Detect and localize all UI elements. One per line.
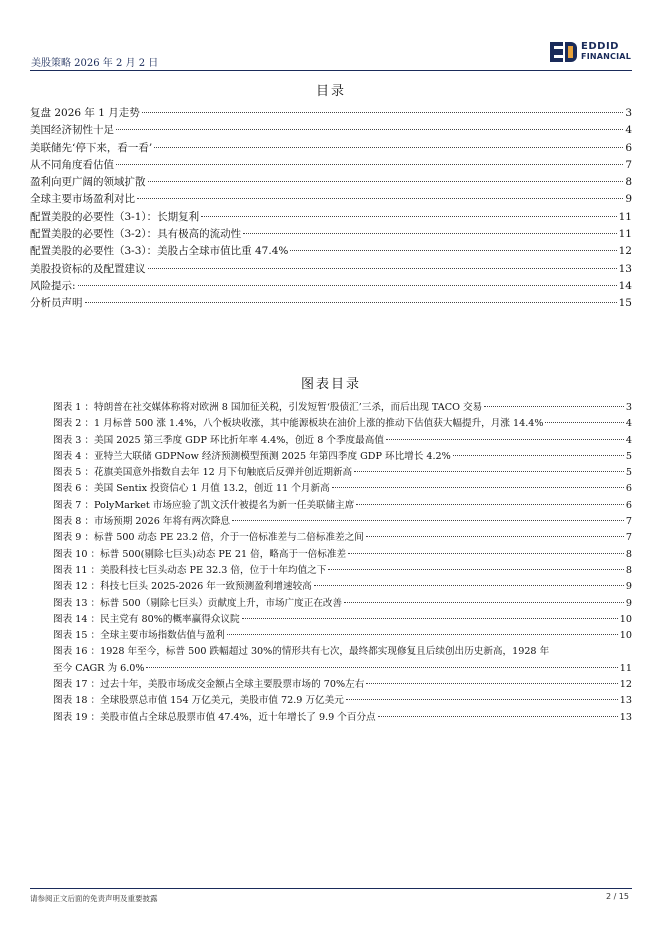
figure-entry[interactable] <box>53 677 632 693</box>
toc-entry-page: 14 <box>618 279 632 292</box>
figure-number: 图表 8 ： <box>53 516 94 528</box>
figure-caption: 美国 Sentix 投资信心 1 月值 13.2，创近 11 个月新高 <box>93 483 330 495</box>
figure-caption: 标普 500(剔除七巨头)动态 PE 21 倍，略高于一倍标准差 <box>100 548 347 560</box>
toc-entry-page: 15 <box>618 297 632 310</box>
toc-entry[interactable] <box>30 243 632 260</box>
figure-entry[interactable] <box>53 596 632 612</box>
figure-entry[interactable] <box>53 465 632 481</box>
dot-leader <box>346 699 618 700</box>
toc-entry-title: 配置美股的必要性（3-2）：具有极高的流动性 <box>30 228 242 241</box>
figure-page: 7 <box>625 532 632 544</box>
figure-caption: PolyMarket 市场应验了凯文沃什被提名为新一任美联储主席 <box>93 499 355 511</box>
dot-leader <box>378 716 618 717</box>
figure-page: 10 <box>619 630 632 642</box>
figure-caption: 标普 500 动态 PE 23.2 倍，介于一倍标准差与二倍标准差之间 <box>93 532 364 544</box>
figure-number: 图表 1 ： <box>53 402 94 413</box>
figure-page: 12 <box>619 679 632 691</box>
figure-caption: 科技七巨头 2025-2026 年一致预测盈利增速较高 <box>100 581 312 593</box>
dot-leader <box>453 455 624 456</box>
toc-entry-title: 从不同角度看估值 <box>30 158 114 171</box>
figure-entry[interactable] <box>53 563 632 579</box>
dot-leader <box>242 618 618 619</box>
dot-leader <box>366 683 617 684</box>
figure-page: 3 <box>625 402 632 413</box>
figure-entry[interactable] <box>53 710 632 726</box>
toc-entry-title: 美股投资标的及配置建议 <box>30 262 146 275</box>
figure-page: 13 <box>619 711 632 723</box>
figure-entry[interactable] <box>53 433 632 449</box>
toc-entry[interactable] <box>30 157 632 174</box>
toc-entry-page: 11 <box>618 228 632 241</box>
figure-number: 图表 9 ： <box>53 532 94 544</box>
dot-leader <box>348 553 624 554</box>
figure-number: 图表 5 ： <box>53 467 94 479</box>
figure-number: 图表 11 ： <box>53 564 101 576</box>
figure-number: 图表 18 ： <box>53 695 101 707</box>
dot-leader <box>142 112 624 113</box>
dot-leader <box>354 471 624 472</box>
toc-entry-title: 美国经济韧性十足 <box>30 124 114 137</box>
figure-entry[interactable] <box>53 579 632 595</box>
figure-page: 9 <box>625 597 632 609</box>
dot-leader <box>356 504 624 505</box>
figure-number: 图表 14 ： <box>53 613 101 625</box>
figure-page: 11 <box>619 662 632 674</box>
figure-number: 图表 10 ： <box>53 548 101 560</box>
logo-text-line1: EDDID <box>581 41 619 52</box>
figure-entry[interactable] <box>53 416 632 432</box>
dot-leader <box>232 520 624 521</box>
figure-page: 8 <box>625 548 632 560</box>
figure-entry[interactable] <box>53 400 632 416</box>
figure-caption: 花旗美国意外指数自去年 12 月下旬触底后反弹并创近期新高 <box>93 467 353 479</box>
figure-entry[interactable] <box>53 693 632 709</box>
dot-leader <box>148 268 617 269</box>
figure-entry[interactable] <box>53 644 632 677</box>
figure-page: 13 <box>619 695 632 707</box>
figure-caption: 标普 500（剔除七巨头）贡献度上升，市场广度正在改善 <box>100 597 343 609</box>
toc-entry-title: 复盘 2026 年 1 月走势 <box>30 107 140 119</box>
figure-entry[interactable] <box>53 498 632 514</box>
toc-entry-page: 6 <box>625 141 632 154</box>
figure-caption: 全球股票总市值 154 万亿美元，美股市值 72.9 万亿美元 <box>100 695 344 707</box>
figure-entry[interactable] <box>53 612 632 628</box>
figure-number: 图表 7 ： <box>53 499 94 511</box>
figure-number: 图表 6 ： <box>53 483 94 495</box>
header-divider <box>30 70 632 71</box>
page-header <box>30 41 632 69</box>
figure-caption: 1 月标普 500 涨 1.4%，八个板块收涨，其中能源板块在油价上涨的推动下估值获大幅提升，月涨 14.4% <box>93 418 544 430</box>
figure-caption: 全球主要市场指数估值与盈利 <box>100 630 225 642</box>
figure-caption: 美股科技七巨头动态 PE 32.3 倍，位于十年均值之下 <box>100 564 327 576</box>
toc-entry-title: 分析员声明 <box>30 297 83 310</box>
dot-leader <box>366 536 624 537</box>
figure-caption-cont: 至今 CAGR 为 6.0% <box>53 662 145 674</box>
toc-entry-page: 4 <box>625 124 632 137</box>
figure-entry[interactable] <box>53 628 632 644</box>
dot-leader <box>290 250 616 251</box>
dot-leader <box>243 233 616 234</box>
toc-entry-title: 风险提示: <box>30 279 76 292</box>
dot-leader <box>484 406 624 407</box>
figure-caption: 民主党有 80%的概率赢得众议院 <box>100 613 240 625</box>
toc-entry-title: 全球主要市场盈利对比 <box>30 193 135 206</box>
figure-page: 10 <box>619 613 632 625</box>
toc-title: 目录 <box>315 84 346 99</box>
figures-title: 图表目录 <box>300 377 361 392</box>
figure-page: 5 <box>625 450 632 462</box>
figure-number: 图表 4 ： <box>53 450 94 462</box>
figure-number: 图表 17 ： <box>53 679 101 691</box>
dot-leader <box>314 585 624 586</box>
toc-entry-page: 13 <box>618 262 632 275</box>
figure-caption: 过去十年，美股市场成交金额占全球主要股票市场的 70%左右 <box>100 679 365 691</box>
toc-entry[interactable] <box>30 295 632 312</box>
dot-leader <box>201 216 616 217</box>
dot-leader <box>227 634 618 635</box>
figure-number: 图表 3 ： <box>53 434 94 446</box>
figure-page: 4 <box>625 418 632 430</box>
disclaimer-note: 请参阅正文后面的免责声明及重要披露 <box>30 894 158 903</box>
figure-page: 9 <box>625 581 632 593</box>
figure-caption: 美股市值占全球总股票市值 47.4%，近十年增长了 9.9 个百分点 <box>100 711 376 723</box>
footer-divider <box>30 888 632 889</box>
eddid-logo-icon <box>550 40 578 64</box>
figure-page: 6 <box>625 483 632 495</box>
dot-leader <box>332 487 624 488</box>
toc-entry[interactable] <box>30 209 632 226</box>
figure-caption: 1928 年至今，标普 500 跌幅超过 30%的情形共有七次，最终都实现修复且后续创出历史新高，1928 年 <box>100 646 550 658</box>
figure-list <box>53 400 632 726</box>
dot-leader <box>386 439 624 440</box>
toc-entry-page: 8 <box>625 176 632 189</box>
toc-entry[interactable] <box>30 122 632 139</box>
toc-entry-page: 3 <box>625 107 632 119</box>
figure-entry[interactable] <box>53 547 632 563</box>
toc-entry-title: 盈利向更广阔的领域扩散 <box>30 176 146 189</box>
dot-leader <box>78 285 617 286</box>
figure-entry[interactable] <box>53 530 632 546</box>
figure-caption: 亚特兰大联储 GDPNow 经济预测模型预测 2025 年第四季度 GDP 环比增长 4.2% <box>93 450 451 462</box>
toc-entry-page: 9 <box>625 193 632 206</box>
toc-entry-title: 配置美股的必要性（3-3）：美股占全球市值比重 47.4% <box>30 245 289 258</box>
toc-entry[interactable] <box>30 278 632 295</box>
figure-number: 图表 13 ： <box>53 597 101 609</box>
toc-entry-page: 12 <box>618 245 632 258</box>
figure-number: 图表 2 ： <box>53 418 94 430</box>
figure-number: 图表 15 ： <box>53 630 101 642</box>
dot-leader <box>116 129 623 130</box>
figure-entry[interactable] <box>53 514 632 530</box>
toc-entry[interactable] <box>30 191 632 208</box>
figure-caption: 特朗普在社交媒体称将对欧洲 8 国加征关税，引发短暂‘股债汇’三杀，而后出现 TACO 交易 <box>93 402 483 413</box>
toc-entry-page: 7 <box>625 158 632 171</box>
toc-entry-title: 美联储先‘停下来，看一看’ <box>30 141 153 154</box>
figure-entry[interactable] <box>53 481 632 497</box>
toc-entry[interactable] <box>30 226 632 243</box>
toc-entry[interactable] <box>30 261 632 278</box>
toc-entry[interactable] <box>30 174 632 191</box>
toc-entry-title: 配置美股的必要性（3-1）：长期复利 <box>30 210 200 223</box>
figure-page: 6 <box>625 499 632 511</box>
dot-leader <box>148 181 624 182</box>
toc-entry-page: 11 <box>618 210 632 223</box>
dot-leader <box>344 602 624 603</box>
dot-leader <box>545 422 623 423</box>
dot-leader <box>146 667 617 668</box>
logo-text-line2: FINANCIAL <box>581 52 631 61</box>
page-number: 2 / 15 <box>605 892 629 901</box>
figure-number: 图表 16 ： <box>53 646 101 658</box>
figure-page: 8 <box>625 564 632 576</box>
figure-caption: 市场预期 2026 年将有两次降息 <box>93 516 231 528</box>
eddid-logo <box>550 40 631 64</box>
figure-page: 7 <box>625 516 632 528</box>
figure-caption: 美国 2025 第三季度 GDP 环比折年率 4.4%，创近 8 个季度最高值 <box>93 434 384 446</box>
toc-entry[interactable] <box>30 140 632 157</box>
figure-entry[interactable] <box>53 449 632 465</box>
toc-entry[interactable] <box>30 105 632 122</box>
dot-leader <box>137 198 623 199</box>
figure-number: 图表 12 ： <box>53 581 101 593</box>
report-date: 美股策略 2026 年 2 月 2 日 <box>31 58 159 69</box>
figure-page: 5 <box>625 467 632 479</box>
dot-leader <box>116 164 623 165</box>
dot-leader <box>328 569 624 570</box>
dot-leader <box>154 147 623 148</box>
dot-leader <box>85 302 617 303</box>
figure-page: 4 <box>625 434 632 446</box>
table-of-contents <box>30 105 632 313</box>
figure-number: 图表 19 ： <box>53 711 101 723</box>
